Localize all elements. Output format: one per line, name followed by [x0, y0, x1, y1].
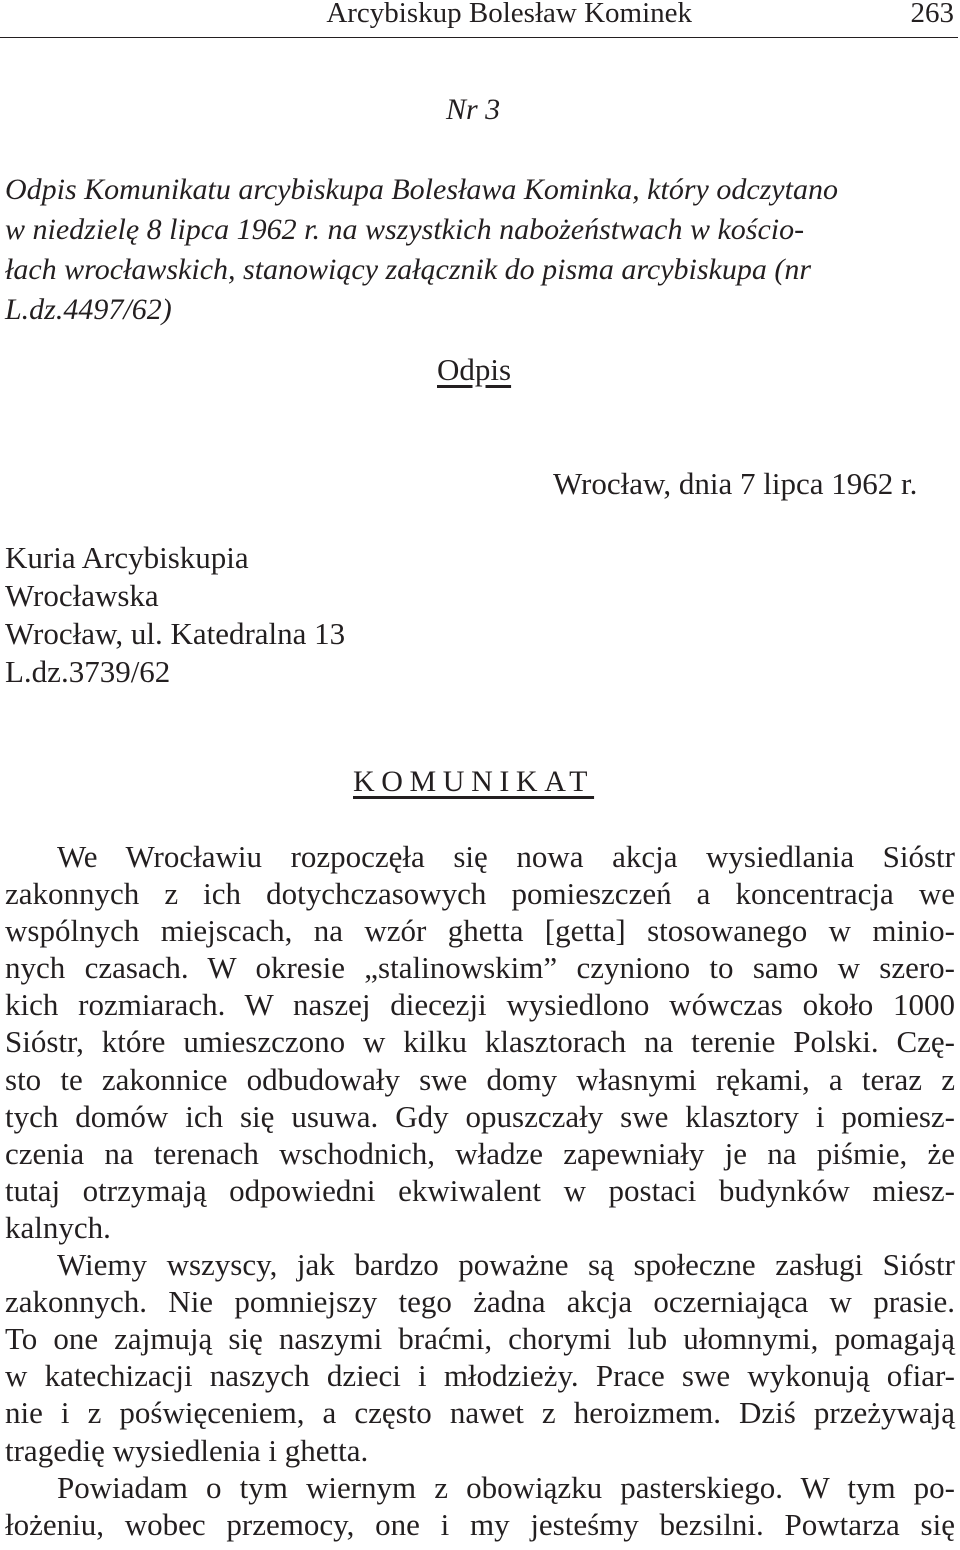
- body-line: Powiadam o tym wiernym z obowiązku pasterskiego. W tym po-: [57, 1469, 955, 1505]
- caption-line: L.dz.4497/62): [5, 293, 172, 326]
- running-header: [0, 0, 958, 38]
- document-caption: [5, 170, 953, 330]
- body-line: nie i z poświęceniem, a często nawet z heroizmem. Dziś przeżywają: [5, 1395, 955, 1431]
- body-line: wspólnych miejscach, na wzór ghetta [getta] stosowanego w minio-: [5, 913, 955, 949]
- document-number: Nr 3: [446, 93, 501, 126]
- sender-line: L.dz.3739/62: [5, 654, 171, 689]
- page-number: 263: [910, 0, 954, 29]
- body-line: kich rozmiarach. W naszej diecezji wysiedlono wówczas około 1000: [5, 987, 955, 1023]
- body-line: To one zajmują się naszymi braćmi, chorymi lub ułomnymi, pomagają: [5, 1321, 955, 1357]
- body-line: sto te zakonnice odbudowały swe domy własnymi rękami, a teraz z: [5, 1061, 955, 1097]
- body-line: Sióstr, które umieszczono w kilku klasztorach na terenie Polski. Czę-: [5, 1024, 955, 1060]
- body-line: kalnych.: [5, 1209, 111, 1245]
- body-line: tragedię wysiedlenia i ghetta.: [5, 1432, 369, 1468]
- body-line: We Wrocławiu rozpoczęła się nowa akcja wysiedlania Sióstr: [57, 839, 955, 874]
- sender-line: Wrocław, ul. Katedralna 13: [5, 616, 346, 651]
- place-date: Wrocław, dnia 7 lipca 1962 r.: [553, 466, 918, 501]
- sender-line: Kuria Arcybiskupia: [5, 540, 249, 575]
- body-line: w katechizacji naszych dzieci i młodzieży. Prace swe wykonują ofiar-: [5, 1358, 955, 1394]
- caption-line: łach wrocławskich, stanowiący załącznik do pisma arcybiskupa (nr: [5, 253, 812, 286]
- caption-line: w niedzielę 8 lipca 1962 r. na wszystkich nabożeństwach w kościo-: [5, 213, 805, 246]
- body-line: zakonnych. Nie pomniejszy tego żadna akcja oczerniająca w prasie.: [5, 1284, 955, 1320]
- body-line: łożeniu, wobec przemocy, one i my jesteśmy bezsilni. Powtarza się: [5, 1506, 955, 1542]
- body-line: zakonnych z ich dotychczasowych pomieszczeń a koncentracja we: [5, 876, 955, 912]
- body-line: nych czasach. W okresie „stalinowskim” czyniono to samo w szero-: [5, 950, 955, 986]
- caption-line: Odpis Komunikatu arcybiskupa Bolesława Kominka, który odczytano: [5, 173, 838, 206]
- body-line: Wiemy wszyscy, jak bardzo poważne są społeczne zasługi Sióstr: [57, 1247, 955, 1283]
- sender-line: Wrocławska: [5, 578, 159, 613]
- body-line: czenia na terenach wschodnich, władze zapewniały je na piśmie, że: [5, 1135, 955, 1171]
- running-title: Arcybiskup Bolesław Kominek: [326, 0, 692, 29]
- body-line: tutaj otrzymają odpowiedni ekwiwalent w postaci budynków miesz-: [5, 1172, 955, 1208]
- sender-block: [5, 539, 345, 691]
- body-line: tych domów ich się usuwa. Gdy opuszczały swe klasztory i pomiesz-: [5, 1098, 955, 1134]
- communique-heading: KOMUNIKAT: [353, 765, 595, 798]
- copy-label: Odpis: [437, 352, 512, 387]
- body-text: [5, 838, 955, 1543]
